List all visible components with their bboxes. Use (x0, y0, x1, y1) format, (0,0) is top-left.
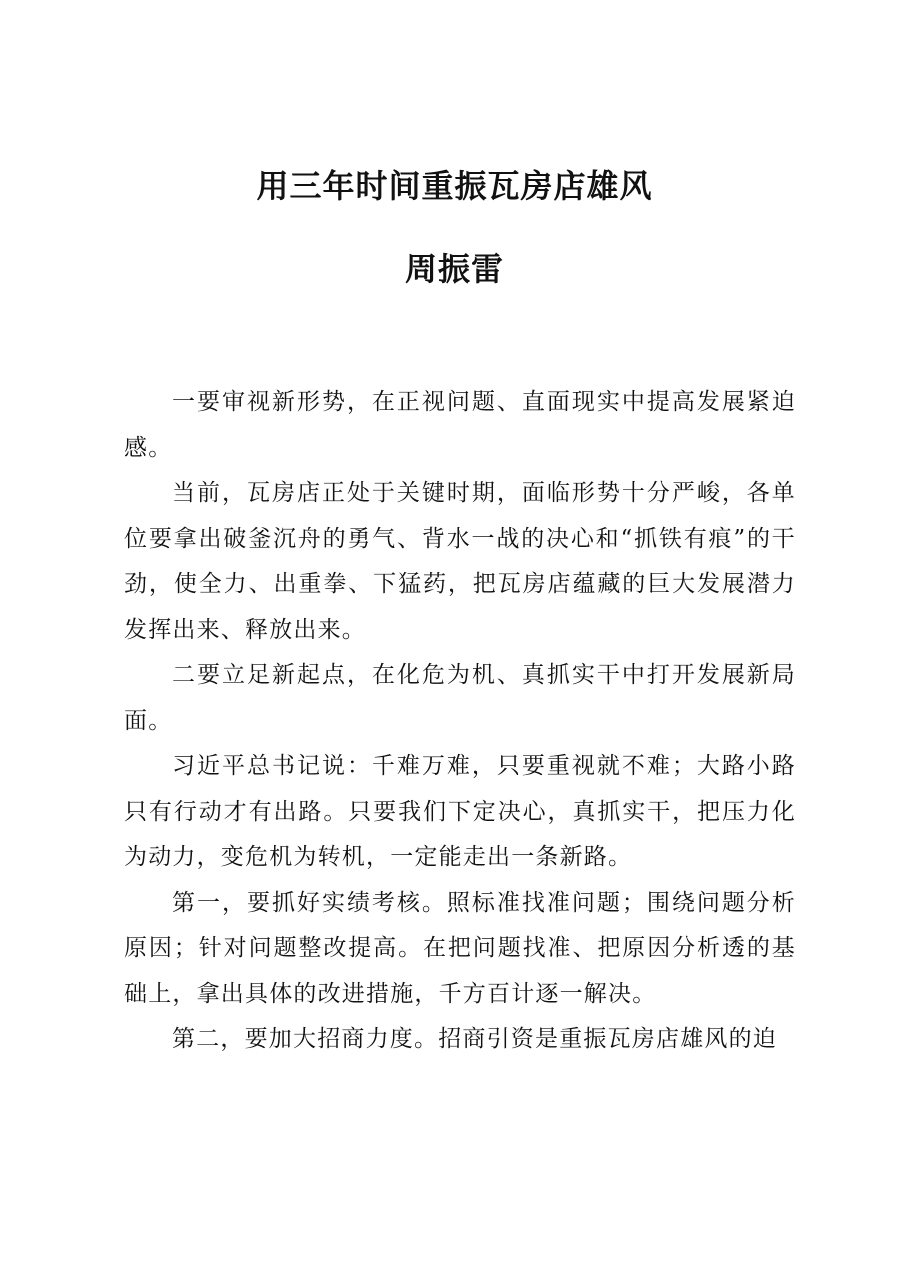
paragraph: 一要审视新形势，在正视问题、直面现实中提高发展紧迫感。 (124, 389, 796, 461)
paragraph: 当前，瓦房店正处于关键时期，面临形势十分严峻，各单位要拿出破釜沉舟的勇气、背水一战的决心和“抓铁有痕”的干劲，使全力、出重拳、下猛药，把瓦房店蕴藏的巨大发展潜力发挥出来、释放出来。 (124, 480, 796, 643)
paragraph: 二要立足新起点，在化危为机、真抓实干中打开发展新局面。 (124, 662, 796, 734)
paragraph: 第二，要加大招商力度。招商引资是重振瓦房店雄风的迫 (172, 1026, 777, 1052)
paragraph: 习近平总书记说：千难万难，只要重视就不难；大路小路只有行动才有出路。只要我们下定决心，真抓实干，把压力化为动力，变危机为转机，一定能走出一条新路。 (124, 753, 796, 870)
document-author: 周振雷 (404, 250, 504, 288)
document-body (124, 380, 796, 1063)
paragraph: 第一，要抓好实绩考核。照标准找准问题；围绕问题分析原因；针对问题整改提高。在把问题找准、把原因分析透的基础上，拿出具体的改进措施，千方百计逐一解决。 (124, 889, 796, 1007)
document-title: 用三年时间重振瓦房店雄风 (256, 167, 653, 205)
